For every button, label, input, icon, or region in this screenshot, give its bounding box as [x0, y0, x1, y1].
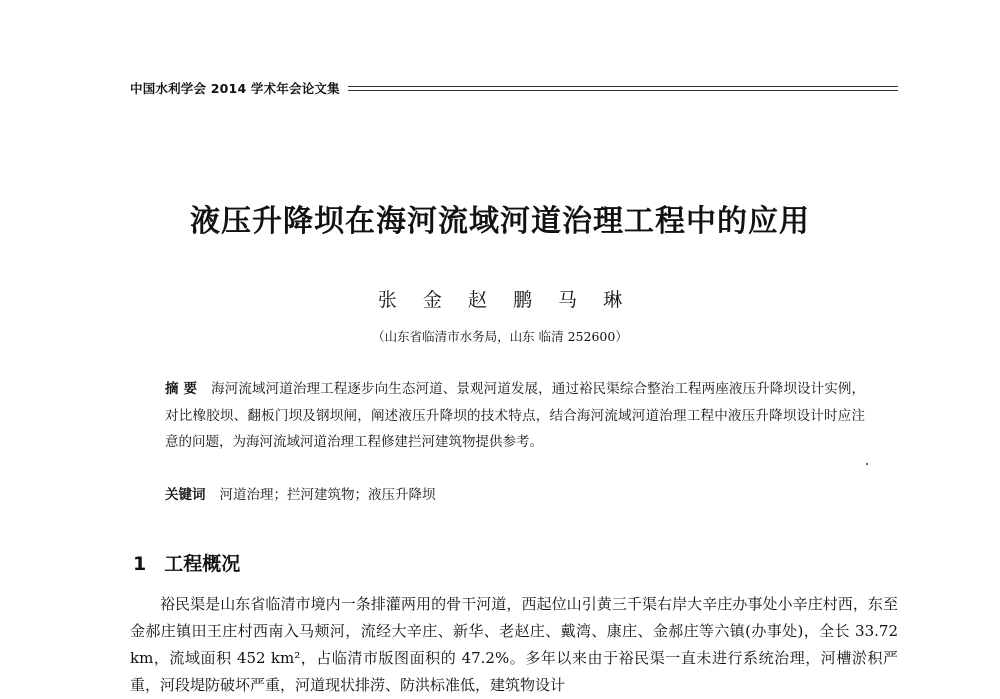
- keywords-text: 河道治理；拦河建筑物；液压升降坝: [219, 487, 436, 503]
- keywords-label: 关键词: [165, 487, 206, 503]
- authors: 张 金 赵 鹏 马 琳: [377, 289, 623, 311]
- journal-name: 中国水利学会 2014 学术年会论文集: [130, 81, 340, 96]
- abstract-label: 摘 要: [165, 381, 198, 397]
- section-title: 工程概况: [164, 553, 241, 575]
- section-heading: [133, 549, 240, 576]
- running-header: [130, 78, 898, 98]
- body-paragraph: 裕民渠是山东省临清市境内一条排灌两用的骨干河道，西起位山引黄三千渠右岸大辛庄办事处小辛庄村西，东至金郝庄镇田王庄村西南入马颊河，流经大辛庄、新华、老赵庄、戴湾、康庄、金郝庄等六镇(办事处)，全长 33.72 km，流域面积 452 km²，占临清市版图面积的 47.2%。多年以来由于裕民渠一直未进行系统治理，河槽淤积严重，河段堤防破坏严重，河道现状排涝、防洪标准低，建筑物设计: [130, 595, 898, 694]
- keywords: [165, 483, 865, 503]
- section-number: 1: [133, 553, 147, 575]
- abstract: [165, 376, 865, 456]
- scan-speck: [866, 463, 868, 465]
- header-rule: [348, 86, 898, 91]
- paper-title: 液压升降坝在海河流域河道治理工程中的应用: [190, 204, 810, 239]
- affiliation: （山东省临清市水务局，山东 临清 252600）: [372, 329, 628, 344]
- abstract-text: 海河流域河道治理工程逐步向生态河道、景观河道发展，通过裕民渠综合整治工程两座液压升降坝设计实例，对比橡胶坝、翻板门坝及钢坝闸，阐述液压升降坝的技术特点，结合海河流域河道治理工程中液压升降坝设计时应注意的问题，为海河流域河道治理工程修建拦河建筑物提供参考。: [165, 381, 865, 450]
